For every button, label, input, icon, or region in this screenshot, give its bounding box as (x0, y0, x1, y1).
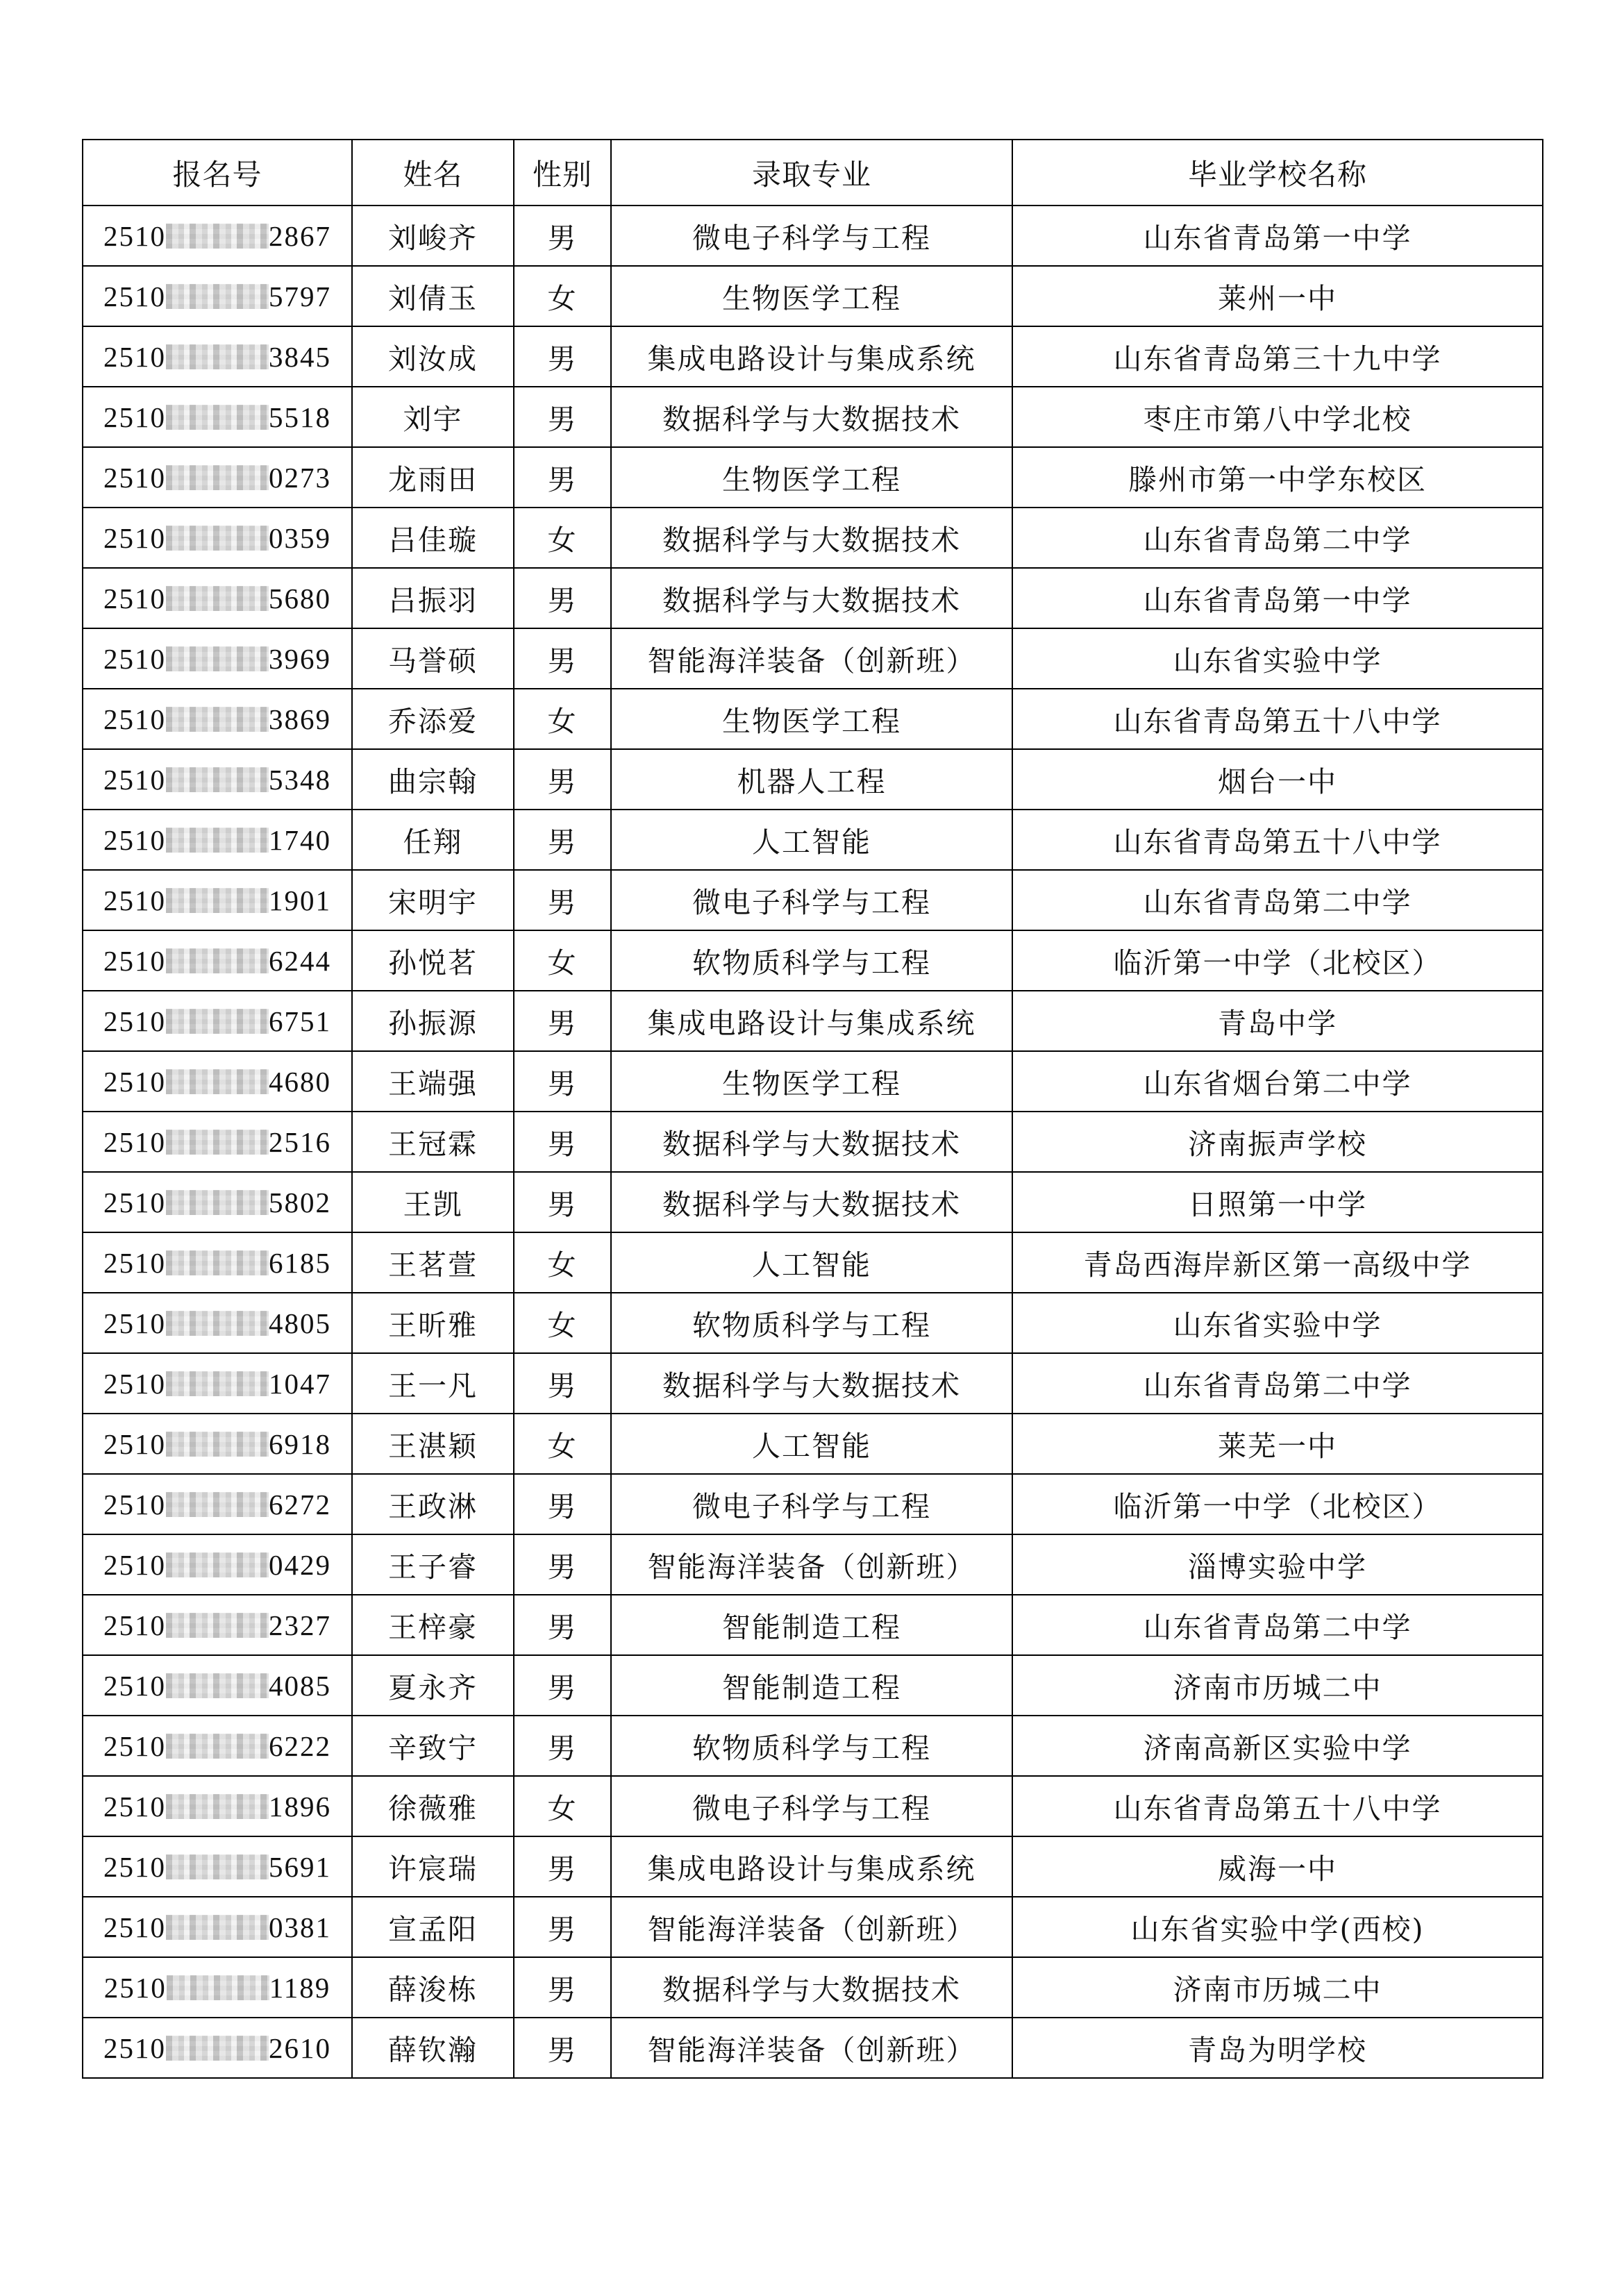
name-cell: 辛致宁 (352, 1716, 514, 1776)
name-cell: 乔添爱 (352, 689, 514, 749)
redacted-mask (166, 586, 269, 611)
redacted-mask (166, 1432, 269, 1457)
registration-number-cell (83, 1474, 352, 1534)
name-cell: 王端强 (352, 1051, 514, 1112)
name-cell: 刘汝成 (352, 326, 514, 387)
table-row (83, 1172, 1543, 1232)
name-cell: 徐薇雅 (352, 1776, 514, 1836)
major-cell: 数据科学与大数据技术 (611, 1112, 1012, 1172)
school-cell: 济南市历城二中 (1012, 1655, 1543, 1716)
school-cell: 济南市历城二中 (1012, 1957, 1543, 2018)
major-cell: 智能海洋装备（创新班） (611, 1534, 1012, 1595)
redacted-mask (166, 1854, 269, 1879)
name-cell: 王凯 (352, 1172, 514, 1232)
major-cell: 智能制造工程 (611, 1655, 1012, 1716)
registration-number-cell (83, 1776, 352, 1836)
major-cell: 微电子科学与工程 (611, 1474, 1012, 1534)
registration-prefix: 2510 (103, 1850, 166, 1883)
school-cell: 山东省青岛第三十九中学 (1012, 326, 1543, 387)
table-row (83, 749, 1543, 810)
school-cell: 山东省实验中学 (1012, 1293, 1543, 1353)
name-cell: 王一凡 (352, 1353, 514, 1414)
registration-number-cell (83, 810, 352, 870)
registration-number-cell (83, 1232, 352, 1293)
table-row (83, 1595, 1543, 1655)
gender-cell: 男 (514, 1655, 611, 1716)
school-cell: 临沂第一中学（北校区） (1012, 930, 1543, 991)
table-row (83, 689, 1543, 749)
registration-suffix: 3969 (269, 642, 331, 675)
registration-prefix: 2510 (103, 2031, 166, 2064)
gender-cell: 男 (514, 628, 611, 689)
registration-prefix: 2510 (103, 280, 166, 312)
major-cell: 人工智能 (611, 1232, 1012, 1293)
gender-cell: 男 (514, 2018, 611, 2078)
redacted-mask (166, 1009, 269, 1034)
registration-suffix: 1047 (269, 1367, 331, 1400)
header-gender: 性别 (514, 140, 611, 206)
redacted-mask (167, 1975, 269, 2000)
table-row (83, 1716, 1543, 1776)
major-cell: 数据科学与大数据技术 (611, 508, 1012, 568)
redacted-mask (166, 526, 269, 551)
table-row (83, 1051, 1543, 1112)
name-cell: 王昕雅 (352, 1293, 514, 1353)
registration-suffix: 5802 (269, 1186, 331, 1218)
registration-suffix: 5518 (269, 401, 331, 433)
redacted-mask (166, 1492, 269, 1517)
school-cell: 淄博实验中学 (1012, 1534, 1543, 1595)
school-cell: 山东省青岛第二中学 (1012, 1353, 1543, 1414)
registration-suffix: 5691 (269, 1850, 331, 1883)
gender-cell: 男 (514, 1595, 611, 1655)
major-cell: 集成电路设计与集成系统 (611, 991, 1012, 1051)
redacted-mask (166, 1734, 269, 1759)
gender-cell: 男 (514, 206, 611, 266)
name-cell: 刘峻齐 (352, 206, 514, 266)
name-cell: 薛浚栋 (352, 1957, 514, 2018)
registration-prefix: 2510 (103, 1005, 166, 1037)
registration-number-cell (83, 749, 352, 810)
registration-number-cell (83, 2018, 352, 2078)
table-row (83, 326, 1543, 387)
redacted-mask (166, 828, 269, 853)
redacted-mask (166, 948, 269, 973)
registration-suffix: 1740 (269, 823, 331, 856)
registration-suffix: 0381 (269, 1911, 331, 1943)
gender-cell: 男 (514, 1051, 611, 1112)
gender-cell: 女 (514, 1414, 611, 1474)
table-row (83, 1112, 1543, 1172)
header-name: 姓名 (352, 140, 514, 206)
table-row (83, 508, 1543, 568)
gender-cell: 男 (514, 326, 611, 387)
registration-prefix: 2510 (103, 823, 166, 856)
name-cell: 王茗萱 (352, 1232, 514, 1293)
registration-suffix: 5797 (269, 280, 331, 312)
school-cell: 临沂第一中学（北校区） (1012, 1474, 1543, 1534)
redacted-mask (166, 1673, 269, 1698)
redacted-mask (166, 344, 269, 369)
table-row (83, 387, 1543, 447)
table-row (83, 1474, 1543, 1534)
registration-suffix: 6272 (269, 1488, 331, 1520)
gender-cell: 女 (514, 689, 611, 749)
registration-suffix: 3845 (269, 340, 331, 373)
gender-cell: 男 (514, 1112, 611, 1172)
major-cell: 微电子科学与工程 (611, 206, 1012, 266)
table-row (83, 1353, 1543, 1414)
school-cell: 山东省青岛第二中学 (1012, 1595, 1543, 1655)
registration-suffix: 0359 (269, 521, 331, 554)
name-cell: 刘倩玉 (352, 266, 514, 326)
gender-cell: 男 (514, 870, 611, 930)
registration-number-cell (83, 991, 352, 1051)
registration-suffix: 1189 (269, 1971, 331, 2004)
name-cell: 王湛颖 (352, 1414, 514, 1474)
school-cell: 莱州一中 (1012, 266, 1543, 326)
registration-suffix: 4680 (269, 1065, 331, 1098)
registration-prefix: 2510 (103, 1367, 166, 1400)
registration-prefix: 2510 (103, 1488, 166, 1520)
major-cell: 生物医学工程 (611, 1051, 1012, 1112)
table-row (83, 1655, 1543, 1716)
registration-suffix: 4805 (269, 1307, 331, 1339)
registration-suffix: 6185 (269, 1246, 331, 1279)
registration-prefix: 2510 (103, 1186, 166, 1218)
major-cell: 集成电路设计与集成系统 (611, 1836, 1012, 1897)
registration-number-cell (83, 689, 352, 749)
registration-number-cell (83, 1957, 352, 2018)
school-cell: 山东省烟台第二中学 (1012, 1051, 1543, 1112)
registration-number-cell (83, 387, 352, 447)
major-cell: 微电子科学与工程 (611, 1776, 1012, 1836)
registration-prefix: 2510 (103, 1307, 166, 1339)
gender-cell: 男 (514, 1897, 611, 1957)
gender-cell: 女 (514, 508, 611, 568)
redacted-mask (166, 1130, 269, 1155)
major-cell: 智能海洋装备（创新班） (611, 2018, 1012, 2078)
redacted-mask (166, 1311, 269, 1336)
registration-number-cell (83, 1172, 352, 1232)
registration-prefix: 2510 (103, 763, 166, 796)
major-cell: 微电子科学与工程 (611, 870, 1012, 930)
table-row (83, 447, 1543, 508)
redacted-mask (166, 767, 269, 792)
major-cell: 软物质科学与工程 (611, 1293, 1012, 1353)
name-cell: 吕佳璇 (352, 508, 514, 568)
school-cell: 青岛为明学校 (1012, 2018, 1543, 2078)
school-cell: 山东省青岛第一中学 (1012, 568, 1543, 628)
major-cell: 数据科学与大数据技术 (611, 387, 1012, 447)
registration-suffix: 2327 (269, 1609, 331, 1641)
major-cell: 数据科学与大数据技术 (611, 1353, 1012, 1414)
school-cell: 山东省青岛第二中学 (1012, 508, 1543, 568)
gender-cell: 男 (514, 810, 611, 870)
registration-suffix: 1896 (269, 1790, 331, 1822)
school-cell: 山东省青岛第一中学 (1012, 206, 1543, 266)
gender-cell: 女 (514, 930, 611, 991)
redacted-mask (166, 646, 269, 671)
major-cell: 人工智能 (611, 1414, 1012, 1474)
redacted-mask (166, 1794, 269, 1819)
registration-prefix: 2510 (103, 1125, 166, 1158)
table-body (83, 206, 1543, 2078)
name-cell: 王梓豪 (352, 1595, 514, 1655)
registration-number-cell (83, 326, 352, 387)
registration-prefix: 2510 (103, 884, 166, 916)
gender-cell: 男 (514, 1474, 611, 1534)
registration-suffix: 5680 (269, 582, 331, 614)
school-cell: 山东省青岛第二中学 (1012, 870, 1543, 930)
registration-prefix: 2510 (103, 703, 166, 735)
registration-number-cell (83, 1897, 352, 1957)
school-cell: 烟台一中 (1012, 749, 1543, 810)
school-cell: 山东省实验中学(西校) (1012, 1897, 1543, 1957)
major-cell: 数据科学与大数据技术 (611, 568, 1012, 628)
header-admitted-major: 录取专业 (611, 140, 1012, 206)
school-cell: 山东省实验中学 (1012, 628, 1543, 689)
registration-prefix: 2510 (103, 1790, 166, 1822)
gender-cell: 男 (514, 387, 611, 447)
registration-number-cell (83, 1716, 352, 1776)
school-cell: 济南高新区实验中学 (1012, 1716, 1543, 1776)
registration-prefix: 2510 (103, 1669, 166, 1702)
table-row (83, 810, 1543, 870)
redacted-mask (166, 224, 269, 249)
table-row (83, 1776, 1543, 1836)
table-row (83, 2018, 1543, 2078)
registration-suffix: 6222 (269, 1729, 331, 1762)
name-cell: 曲宗翰 (352, 749, 514, 810)
major-cell: 数据科学与大数据技术 (611, 1957, 1012, 2018)
name-cell: 夏永齐 (352, 1655, 514, 1716)
registration-prefix: 2510 (103, 1246, 166, 1279)
registration-suffix: 6751 (269, 1005, 331, 1037)
major-cell: 数据科学与大数据技术 (611, 1172, 1012, 1232)
registration-prefix: 2510 (103, 944, 166, 977)
registration-prefix: 2510 (103, 521, 166, 554)
gender-cell: 男 (514, 1172, 611, 1232)
gender-cell: 女 (514, 266, 611, 326)
table-row (83, 1957, 1543, 2018)
registration-suffix: 5348 (269, 763, 331, 796)
name-cell: 薛钦瀚 (352, 2018, 514, 2078)
registration-number-cell (83, 206, 352, 266)
school-cell: 青岛中学 (1012, 991, 1543, 1051)
registration-number-cell (83, 1595, 352, 1655)
table-row (83, 628, 1543, 689)
registration-suffix: 2867 (269, 219, 331, 252)
registration-number-cell (83, 568, 352, 628)
registration-number-cell (83, 1655, 352, 1716)
redacted-mask (166, 1915, 269, 1940)
registration-number-cell (83, 870, 352, 930)
table-row (83, 1836, 1543, 1897)
school-cell: 山东省青岛第五十八中学 (1012, 810, 1543, 870)
major-cell: 智能海洋装备（创新班） (611, 1897, 1012, 1957)
major-cell: 人工智能 (611, 810, 1012, 870)
name-cell: 龙雨田 (352, 447, 514, 508)
registration-prefix: 2510 (103, 1548, 166, 1581)
major-cell: 生物医学工程 (611, 266, 1012, 326)
registration-number-cell (83, 1293, 352, 1353)
registration-suffix: 6244 (269, 944, 331, 977)
registration-suffix: 3869 (269, 703, 331, 735)
gender-cell: 女 (514, 1293, 611, 1353)
registration-suffix: 2610 (269, 2031, 331, 2064)
major-cell: 智能海洋装备（创新班） (611, 628, 1012, 689)
header-registration-number: 报名号 (83, 140, 352, 206)
registration-number-cell (83, 1836, 352, 1897)
major-cell: 机器人工程 (611, 749, 1012, 810)
redacted-mask (166, 405, 269, 430)
redacted-mask (166, 1069, 269, 1094)
major-cell: 软物质科学与工程 (611, 930, 1012, 991)
registration-number-cell (83, 1414, 352, 1474)
school-cell: 山东省青岛第五十八中学 (1012, 689, 1543, 749)
major-cell: 软物质科学与工程 (611, 1716, 1012, 1776)
redacted-mask (166, 888, 269, 913)
name-cell: 孙振源 (352, 991, 514, 1051)
registration-prefix: 2510 (103, 1729, 166, 1762)
registration-prefix: 2510 (103, 1065, 166, 1098)
redacted-mask (166, 2036, 269, 2061)
table-row (83, 991, 1543, 1051)
table-row (83, 568, 1543, 628)
table-row (83, 1534, 1543, 1595)
registration-prefix: 2510 (103, 1427, 166, 1460)
major-cell: 生物医学工程 (611, 447, 1012, 508)
gender-cell: 女 (514, 1232, 611, 1293)
redacted-mask (166, 1613, 269, 1638)
registration-number-cell (83, 447, 352, 508)
major-cell: 智能制造工程 (611, 1595, 1012, 1655)
school-cell: 莱芜一中 (1012, 1414, 1543, 1474)
registration-prefix: 2510 (103, 340, 166, 373)
registration-prefix: 2510 (103, 401, 166, 433)
registration-prefix: 2510 (103, 219, 166, 252)
school-cell: 青岛西海岸新区第一高级中学 (1012, 1232, 1543, 1293)
redacted-mask (166, 1552, 269, 1577)
registration-number-cell (83, 930, 352, 991)
school-cell: 滕州市第一中学东校区 (1012, 447, 1543, 508)
registration-suffix: 0273 (269, 461, 331, 494)
gender-cell: 男 (514, 991, 611, 1051)
gender-cell: 男 (514, 1353, 611, 1414)
registration-suffix: 6918 (269, 1427, 331, 1460)
major-cell: 集成电路设计与集成系统 (611, 326, 1012, 387)
gender-cell: 男 (514, 1836, 611, 1897)
registration-prefix: 2510 (103, 1911, 166, 1943)
redacted-mask (166, 707, 269, 732)
redacted-mask (166, 1250, 269, 1275)
school-cell: 枣庄市第八中学北校 (1012, 387, 1543, 447)
table-row (83, 1414, 1543, 1474)
registration-suffix: 0429 (269, 1548, 331, 1581)
table-row (83, 206, 1543, 266)
registration-number-cell (83, 1051, 352, 1112)
gender-cell: 男 (514, 568, 611, 628)
registration-number-cell (83, 266, 352, 326)
table-row (83, 870, 1543, 930)
name-cell: 吕振羽 (352, 568, 514, 628)
name-cell: 任翔 (352, 810, 514, 870)
header-graduated-school: 毕业学校名称 (1012, 140, 1543, 206)
redacted-mask (166, 1190, 269, 1215)
name-cell: 孙悦茗 (352, 930, 514, 991)
registration-suffix: 1901 (269, 884, 331, 916)
registration-number-cell (83, 628, 352, 689)
name-cell: 王子睿 (352, 1534, 514, 1595)
gender-cell: 男 (514, 1957, 611, 2018)
registration-prefix: 2510 (103, 1971, 167, 2004)
school-cell: 日照第一中学 (1012, 1172, 1543, 1232)
school-cell: 威海一中 (1012, 1836, 1543, 1897)
name-cell: 王冠霖 (352, 1112, 514, 1172)
registration-prefix: 2510 (103, 642, 166, 675)
table-row (83, 1897, 1543, 1957)
header-row (83, 140, 1543, 206)
gender-cell: 男 (514, 749, 611, 810)
school-cell: 山东省青岛第五十八中学 (1012, 1776, 1543, 1836)
registration-number-cell (83, 1534, 352, 1595)
registration-number-cell (83, 508, 352, 568)
registration-suffix: 4085 (269, 1669, 331, 1702)
gender-cell: 男 (514, 1716, 611, 1776)
name-cell: 马誉硕 (352, 628, 514, 689)
redacted-mask (166, 284, 269, 309)
admission-table (82, 139, 1543, 2079)
table-header (83, 140, 1543, 206)
gender-cell: 男 (514, 1534, 611, 1595)
gender-cell: 男 (514, 447, 611, 508)
table-row (83, 930, 1543, 991)
registration-prefix: 2510 (103, 1609, 166, 1641)
gender-cell: 女 (514, 1776, 611, 1836)
name-cell: 刘宇 (352, 387, 514, 447)
registration-suffix: 2516 (269, 1125, 331, 1158)
redacted-mask (166, 1371, 269, 1396)
name-cell: 宣孟阳 (352, 1897, 514, 1957)
major-cell: 生物医学工程 (611, 689, 1012, 749)
table-row (83, 1232, 1543, 1293)
table-row (83, 266, 1543, 326)
school-cell: 济南振声学校 (1012, 1112, 1543, 1172)
registration-prefix: 2510 (103, 582, 166, 614)
registration-prefix: 2510 (103, 461, 166, 494)
name-cell: 宋明宇 (352, 870, 514, 930)
redacted-mask (166, 465, 269, 490)
name-cell: 许宸瑞 (352, 1836, 514, 1897)
registration-number-cell (83, 1353, 352, 1414)
name-cell: 王政淋 (352, 1474, 514, 1534)
table-row (83, 1293, 1543, 1353)
registration-number-cell (83, 1112, 352, 1172)
